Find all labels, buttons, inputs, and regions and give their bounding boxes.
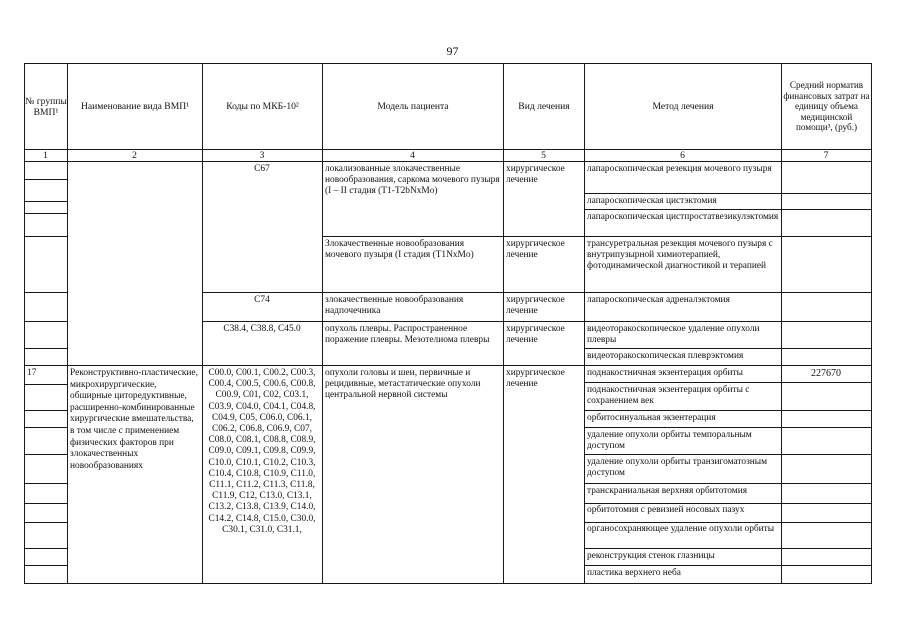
treatment-method: органосохраняющее удаление опухоли орбиты — [587, 524, 775, 534]
column-number-2: 2 — [132, 150, 137, 161]
col1-rule — [24, 565, 67, 566]
method-row-rule — [584, 522, 872, 523]
column-number-5: 5 — [541, 150, 546, 161]
header-treatment-method: Метод лечения — [652, 101, 714, 112]
column-number-7: 7 — [823, 150, 829, 161]
header-vmp-name: Наименование вида ВМП¹ — [80, 101, 190, 112]
patient-model: Злокачественные новообразования мочевого пузыря (I стадия (T1NxMo) — [325, 239, 474, 261]
treatment-method: лапароскопическая резекция мочевого пузыря — [587, 164, 772, 174]
method-row-rule — [584, 565, 872, 566]
group-separator-b — [202, 321, 584, 322]
col1-rule — [24, 522, 67, 523]
treatment-type: хирургическое лечение — [506, 295, 565, 317]
header-icd-codes: Коды по МКБ-10² — [226, 101, 299, 112]
method-row-rule — [584, 365, 872, 366]
treatment-method: видеоторакоскопическая плеврэктомия — [587, 351, 744, 361]
header-group-number: № группы ВМП¹ — [25, 95, 67, 118]
group-cost: 227670 — [811, 368, 841, 379]
column-number-4: 4 — [410, 150, 415, 161]
treatment-method: лапароскопическая цистпростатвезикулэктомия — [587, 212, 779, 222]
col1-rule — [24, 454, 67, 455]
icd-code: C74 — [254, 295, 270, 305]
icd-code: C67 — [254, 164, 270, 174]
method-row-rule — [584, 292, 872, 293]
col1-rule — [24, 321, 67, 322]
treatment-method: удаление опухоли орбиты транзигоматозным доступом — [587, 457, 768, 479]
header-treatment-type: Вид лечения — [518, 101, 570, 112]
column-number-3: 3 — [259, 150, 265, 161]
column-number-6: 6 — [680, 150, 685, 161]
col1-rule — [24, 201, 67, 202]
header-divider — [24, 149, 872, 150]
col1-rule — [24, 384, 67, 385]
icd-code: C38.4, C38.8, C45.0 — [223, 324, 301, 334]
treatment-type: хирургическое лечение — [506, 239, 565, 261]
col1-rule — [24, 292, 67, 293]
group-name: Реконструктивно-пластические, микрохирургические, обширные циторедуктивные, расширенно-комбинированные хирургические вмешательства, в том числе с применением физических факторов при злокачественных новообразованиях — [70, 368, 198, 471]
col1-rule — [24, 503, 67, 504]
treatment-method: поднакостничная экзентерация орбиты — [587, 368, 743, 378]
col1-rule — [24, 179, 67, 180]
treatment-type: хирургическое лечение — [506, 368, 565, 390]
method-row-rule — [584, 209, 872, 210]
col1-rule — [24, 213, 67, 214]
header-patient-model: Модель пациента — [377, 101, 449, 112]
header-cost-norm: Средний норматив финансовых затрат на единицу объема медицинской помощи³, (руб.) — [783, 80, 870, 133]
col1-rule — [24, 348, 67, 349]
patient-model: опухоли головы и шеи, первичные и рецидивные, метастатические опухоли центральной нервной системы — [325, 368, 481, 401]
treatment-method: видеоторакоскопическое удаление опухоли плевры — [587, 324, 760, 346]
treatment-method: реконструкция стенок глазницы — [587, 551, 715, 561]
patient-model: опухоль плевры. Распространенное поражение плевры. Мезотелиома плевры — [325, 324, 490, 346]
group-separator-c — [322, 236, 584, 237]
patient-model: злокачественные новообразования надпочечника — [325, 295, 464, 317]
col1-rule — [24, 410, 67, 411]
group-separator-d — [24, 365, 584, 366]
treatment-type: хирургическое лечение — [506, 164, 565, 186]
col1-rule — [24, 548, 67, 549]
treatment-method: лапароскопическая цистэктомия — [587, 196, 717, 206]
method-row-rule — [584, 454, 872, 455]
table-bottom-border — [24, 583, 872, 584]
treatment-method: пластика верхнего неба — [587, 568, 681, 578]
treatment-type: хирургическое лечение — [506, 324, 565, 346]
treatment-method: поднакостничная экзентерация орбиты с сохранением век — [587, 385, 750, 407]
method-row-rule — [584, 410, 872, 411]
treatment-method: орбитосинуальная экзентерация — [587, 413, 716, 423]
method-row-rule — [584, 548, 872, 549]
method-row-rule — [584, 427, 872, 428]
group-separator-a — [202, 292, 584, 293]
treatment-method: транскраниальная верхняя орбитотомия — [587, 486, 748, 496]
column-number-1: 1 — [43, 150, 48, 161]
method-row-rule — [584, 382, 872, 383]
column-numbers-divider — [24, 161, 872, 162]
col1-rule — [24, 236, 67, 237]
col1-rule — [24, 483, 67, 484]
group-number: 17 — [27, 368, 37, 378]
patient-model: локализованные злокачественные новообразования, саркома мочевого пузыря (I – II стадия (T1-T2bNxMo) — [325, 164, 500, 197]
col1-rule — [24, 427, 67, 428]
vmp-table — [24, 63, 872, 584]
method-row-rule — [584, 348, 872, 349]
method-row-rule — [584, 321, 872, 322]
method-row-rule — [584, 193, 872, 194]
treatment-method: удаление опухоли орбиты темпоральным доступом — [587, 430, 752, 452]
treatment-method: орбитотомия с ревизией носовых пазух — [587, 505, 745, 515]
group-icd-codes: C00.0, C00.1, C00.2, C00.3, C00.4, C00.5, C00.6, C00.8, C00.9, C01, C02, C03.1, C03.9, C04.0, C04.1, C04.8, C04.9, C05, C06.0, C06.1, C06.2, C06.8, C06.9, C07, C08.0, C08.1, C08.8, C08.9, C09.0, C09.1, C09.8, C09.9, C10.0, C10.1, C10.2, C10.3, C10.4, C10.8, C10.9, C11.0, C11.1, C11.2, C11.3, C11.8, C11.9, C12, C13.0, C13.1, C13.2, C13.8, C13.9, C14.0, C14.2, C14.8, C15.0, C30.0, C30.1, C31.0, C31.1, — [208, 368, 316, 535]
treatment-method: трансуретральная резекция мочевого пузыря с внутрипузырной химиотерапией, фотодинамической диагностикой и терапией — [587, 239, 773, 272]
method-row-rule — [584, 503, 872, 504]
treatment-method: лапароскопическая адреналэктомия — [587, 295, 730, 305]
method-row-rule — [584, 236, 872, 237]
vline-7 — [871, 63, 872, 584]
page-number: 97 — [446, 44, 459, 58]
method-row-rule — [584, 483, 872, 484]
